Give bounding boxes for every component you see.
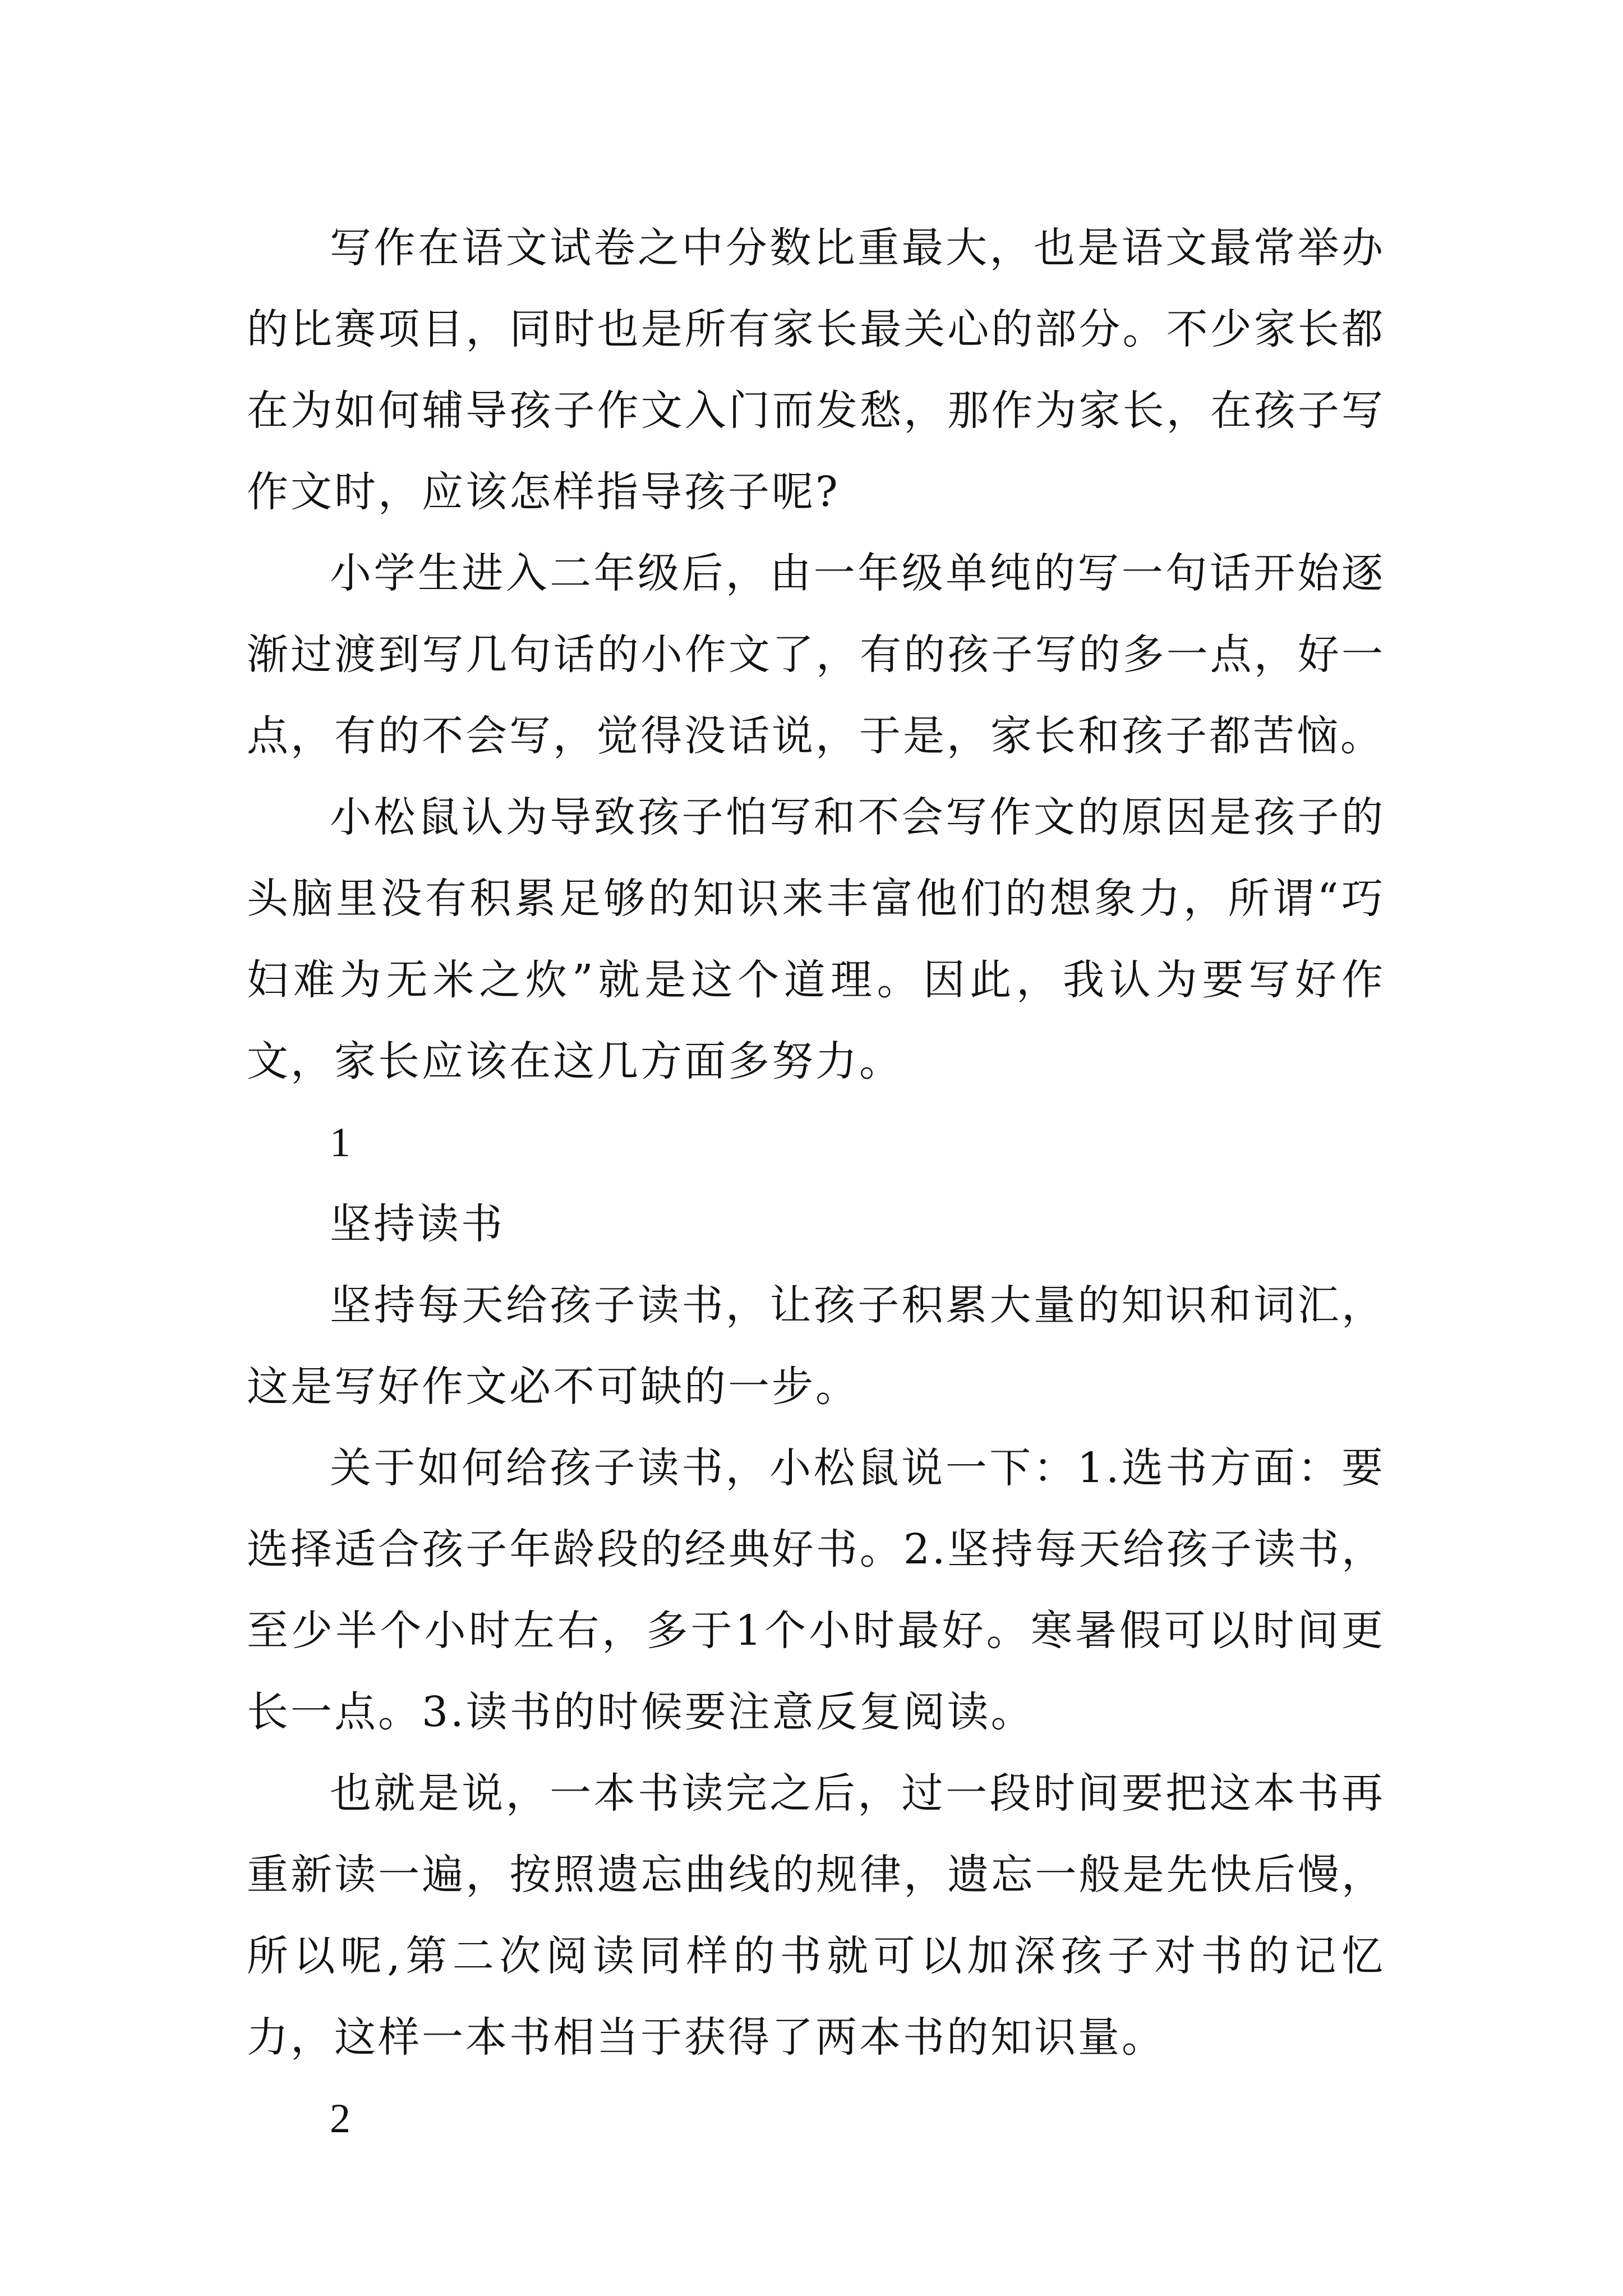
section-heading-reading: 坚持读书 — [330, 1200, 505, 1248]
section-number-1: 1 — [330, 1120, 353, 1166]
paragraph-grade-two: 小学生进入二年级后，由一年级单纯的写一句话开始逐渐过渡到写几句话的小作文了，有的孩子写的多一点，好一点，有的不会写，觉得没话说，于是，家长和孩子都苦恼。 — [247, 549, 1385, 760]
paragraph-reading-how: 关于如何给孩子读书，小松鼠说一下：1.选书方面：要选择适合孩子年龄段的经典好书。2.坚持每天给孩子读书，至少半个小时左右，多于1个小时最好。寒暑假可以时间更长一点。3.读书的时候要注意反复阅读。 — [247, 1444, 1385, 1736]
paragraph-reading-repeat: 也就是说，一本书读完之后，过一段时间要把这本书再重新读一遍，按照遗忘曲线的规律，遗忘一般是先快后慢，所以呢,第二次阅读同样的书就可以加深孩子对书的记忆力，这样一本书相当于获得了两本书的知识量。 — [247, 1769, 1385, 2062]
section-number-2: 2 — [330, 2096, 353, 2142]
document-body — [247, 208, 1385, 2160]
paragraph-reason: 小松鼠认为导致孩子怕写和不会写作文的原因是孩子的头脑里没有积累足够的知识来丰富他们的想象力，所谓“巧妇难为无米之炊”就是这个道理。因此，我认为要写好作文，家长应该在这几方面多努力。 — [247, 793, 1385, 1085]
paragraph-intro: 写作在语文试卷之中分数比重最大，也是语文最常举办的比赛项目，同时也是所有家长最关心的部分。不少家长都在为如何辅导孩子作文入门而发愁，那作为家长，在孩子写作文时，应该怎样指导孩子呢? — [247, 224, 1385, 516]
paragraph-reading-daily: 坚持每天给孩子读书，让孩子积累大量的知识和词汇，这是写好作文必不可缺的一步。 — [247, 1281, 1385, 1411]
